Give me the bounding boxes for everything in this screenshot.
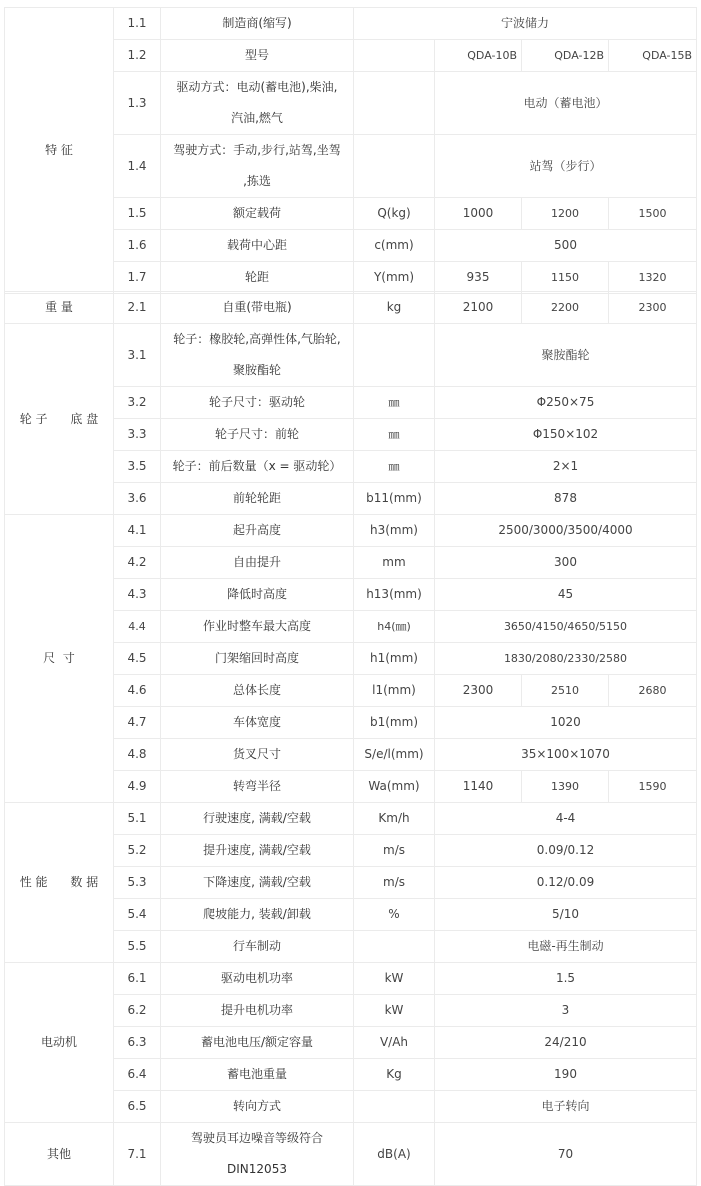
row-description [161, 1123, 354, 1186]
row-unit [354, 1091, 435, 1123]
table-row [5, 8, 697, 40]
row-number: 4.9 [114, 771, 161, 803]
row-description: 蓄电池重量 [161, 1059, 354, 1091]
row-unit: kW [354, 963, 435, 995]
category-wheels-chassis: 轮 子 底 盘 [5, 324, 114, 515]
category-weight: 重 量 [5, 292, 114, 324]
model-qda-15b: QDA-15B [609, 40, 697, 72]
category-dimensions: 尺 寸 [5, 515, 114, 803]
table-row [5, 324, 697, 387]
row-unit: Km/h [354, 803, 435, 835]
row-value: 宁波储力 [354, 8, 697, 40]
row-number: 6.4 [114, 1059, 161, 1091]
row-number: 5.4 [114, 899, 161, 931]
table-row [5, 1123, 697, 1186]
row-description: 作业时整车最大高度 [161, 611, 354, 643]
row-number: 4.7 [114, 707, 161, 739]
row-unit: m/s [354, 867, 435, 899]
value-qda-12b: 2200 [522, 292, 609, 324]
category-features: 特 征 [5, 8, 114, 294]
row-value: 电子转向 [435, 1091, 697, 1123]
row-description [161, 135, 354, 198]
row-description: 起升高度 [161, 515, 354, 547]
value-qda-12b: 1200 [522, 198, 609, 230]
table-row [5, 963, 697, 995]
row-description: 型号 [161, 40, 354, 72]
row-value: Φ250×75 [435, 387, 697, 419]
description-line: 驱动方式：电动(蓄电池),柴油, [176, 80, 338, 94]
row-value: 1020 [435, 707, 697, 739]
value-qda-10b: 1000 [435, 198, 522, 230]
row-number: 4.3 [114, 579, 161, 611]
row-description: 总体长度 [161, 675, 354, 707]
row-number: 6.1 [114, 963, 161, 995]
row-number: 4.6 [114, 675, 161, 707]
row-number: 6.3 [114, 1027, 161, 1059]
row-value: 1830/2080/2330/2580 [435, 643, 697, 675]
row-description: 爬坡能力, 装载/卸载 [161, 899, 354, 931]
row-number: 2.1 [114, 292, 161, 324]
row-unit: c(mm) [354, 230, 435, 262]
row-unit: Y(mm) [354, 262, 435, 294]
row-value: 878 [435, 483, 697, 515]
value-qda-12b: 2510 [522, 675, 609, 707]
row-number: 5.2 [114, 835, 161, 867]
row-unit: Kg [354, 1059, 435, 1091]
row-value: Φ150×102 [435, 419, 697, 451]
row-number: 3.1 [114, 324, 161, 387]
row-unit: l1(mm) [354, 675, 435, 707]
row-description: 驱动电机功率 [161, 963, 354, 995]
spec-table [4, 7, 697, 294]
description-line: 驾驶方式：手动,步行,站驾,坐驾 [173, 143, 341, 157]
row-value: 1.5 [435, 963, 697, 995]
row-number: 7.1 [114, 1123, 161, 1186]
model-qda-10b: QDA-10B [435, 40, 522, 72]
row-value: 70 [435, 1123, 697, 1186]
row-number: 1.7 [114, 262, 161, 294]
row-number: 4.8 [114, 739, 161, 771]
row-description [161, 324, 354, 387]
row-unit [354, 324, 435, 387]
row-number: 1.1 [114, 8, 161, 40]
row-description: 行驶速度, 满载/空载 [161, 803, 354, 835]
spec-table-continued [4, 291, 697, 1186]
row-value: 电动（蓄电池） [435, 72, 697, 135]
description-line: 轮子：橡胶轮,高弹性体,气胎轮, [173, 332, 341, 346]
row-unit: h3(mm) [354, 515, 435, 547]
row-unit: m/s [354, 835, 435, 867]
row-unit: S/e/l(mm) [354, 739, 435, 771]
value-qda-10b: 1140 [435, 771, 522, 803]
row-number: 3.6 [114, 483, 161, 515]
row-unit: ㎜ [354, 419, 435, 451]
row-value: 3 [435, 995, 697, 1027]
value-qda-15b: 1500 [609, 198, 697, 230]
row-value: 35×100×1070 [435, 739, 697, 771]
row-unit [354, 931, 435, 963]
row-description: 前轮轮距 [161, 483, 354, 515]
row-number: 5.5 [114, 931, 161, 963]
category-performance: 性 能 数 据 [5, 803, 114, 963]
value-qda-15b: 2680 [609, 675, 697, 707]
row-value: 2×1 [435, 451, 697, 483]
row-description: 轮子：前后数量（x = 驱动轮） [161, 451, 354, 483]
row-unit: % [354, 899, 435, 931]
row-unit: h4(㎜) [354, 611, 435, 643]
value-qda-10b: 2100 [435, 292, 522, 324]
row-description [161, 72, 354, 135]
row-number: 3.2 [114, 387, 161, 419]
category-other: 其他 [5, 1123, 114, 1186]
row-unit: ㎜ [354, 451, 435, 483]
description-line: DIN12053 [227, 1162, 287, 1176]
row-number: 4.2 [114, 547, 161, 579]
row-description: 制造商(缩写) [161, 8, 354, 40]
row-description: 轮子尺寸：驱动轮 [161, 387, 354, 419]
row-value: 0.09/0.12 [435, 835, 697, 867]
row-value: 190 [435, 1059, 697, 1091]
row-number: 1.6 [114, 230, 161, 262]
row-number: 6.2 [114, 995, 161, 1027]
row-unit: kW [354, 995, 435, 1027]
row-description: 门架缩回时高度 [161, 643, 354, 675]
row-description: 转弯半径 [161, 771, 354, 803]
row-number: 5.3 [114, 867, 161, 899]
row-description: 自重(带电瓶) [161, 292, 354, 324]
row-value: 24/210 [435, 1027, 697, 1059]
row-number: 3.5 [114, 451, 161, 483]
row-unit: h1(mm) [354, 643, 435, 675]
category-motor: 电动机 [5, 963, 114, 1123]
row-unit [354, 135, 435, 198]
row-number: 1.5 [114, 198, 161, 230]
row-unit: V/Ah [354, 1027, 435, 1059]
row-number: 1.3 [114, 72, 161, 135]
row-value: 45 [435, 579, 697, 611]
value-qda-10b: 935 [435, 262, 522, 294]
row-description: 转向方式 [161, 1091, 354, 1123]
row-unit: kg [354, 292, 435, 324]
model-qda-12b: QDA-12B [522, 40, 609, 72]
row-number: 6.5 [114, 1091, 161, 1123]
row-value: 电磁-再生制动 [435, 931, 697, 963]
row-unit: b1(mm) [354, 707, 435, 739]
row-description: 自由提升 [161, 547, 354, 579]
row-value: 2500/3000/3500/4000 [435, 515, 697, 547]
row-unit: Wa(mm) [354, 771, 435, 803]
row-description: 提升速度, 满载/空载 [161, 835, 354, 867]
description-line: 汽油,燃气 [231, 111, 283, 125]
value-qda-15b: 2300 [609, 292, 697, 324]
row-unit [354, 40, 435, 72]
row-description: 下降速度, 满载/空载 [161, 867, 354, 899]
row-value: 300 [435, 547, 697, 579]
value-qda-10b: 2300 [435, 675, 522, 707]
row-description: 货叉尺寸 [161, 739, 354, 771]
row-unit: h13(mm) [354, 579, 435, 611]
table-row [5, 803, 697, 835]
value-qda-15b: 1320 [609, 262, 697, 294]
row-value: 0.12/0.09 [435, 867, 697, 899]
row-value: 500 [435, 230, 697, 262]
row-description: 轮子尺寸：前轮 [161, 419, 354, 451]
row-value: 3650/4150/4650/5150 [435, 611, 697, 643]
row-number: 4.4 [114, 611, 161, 643]
value-qda-15b: 1590 [609, 771, 697, 803]
table-row [5, 515, 697, 547]
row-unit: dB(A) [354, 1123, 435, 1186]
row-value: 站驾（步行） [435, 135, 697, 198]
row-unit [354, 72, 435, 135]
row-value: 聚胺酯轮 [435, 324, 697, 387]
row-description: 车体宽度 [161, 707, 354, 739]
row-number: 5.1 [114, 803, 161, 835]
row-number: 4.5 [114, 643, 161, 675]
row-description: 提升电机功率 [161, 995, 354, 1027]
row-description: 降低时高度 [161, 579, 354, 611]
row-unit: ㎜ [354, 387, 435, 419]
description-line: 聚胺酯轮 [232, 363, 281, 377]
row-number: 3.3 [114, 419, 161, 451]
row-unit: Q(kg) [354, 198, 435, 230]
row-value: 5/10 [435, 899, 697, 931]
table-row [5, 292, 697, 324]
value-qda-12b: 1150 [522, 262, 609, 294]
row-number: 1.4 [114, 135, 161, 198]
row-value: 4-4 [435, 803, 697, 835]
row-description: 蓄电池电压/额定容量 [161, 1027, 354, 1059]
row-description: 轮距 [161, 262, 354, 294]
row-description: 额定载荷 [161, 198, 354, 230]
row-number: 1.2 [114, 40, 161, 72]
description-line: ,拣选 [243, 174, 271, 188]
row-description: 行车制动 [161, 931, 354, 963]
row-description: 载荷中心距 [161, 230, 354, 262]
row-number: 4.1 [114, 515, 161, 547]
row-unit: mm [354, 547, 435, 579]
description-line: 驾驶员耳边噪音等级符合 [190, 1131, 323, 1145]
row-unit: b11(mm) [354, 483, 435, 515]
value-qda-12b: 1390 [522, 771, 609, 803]
